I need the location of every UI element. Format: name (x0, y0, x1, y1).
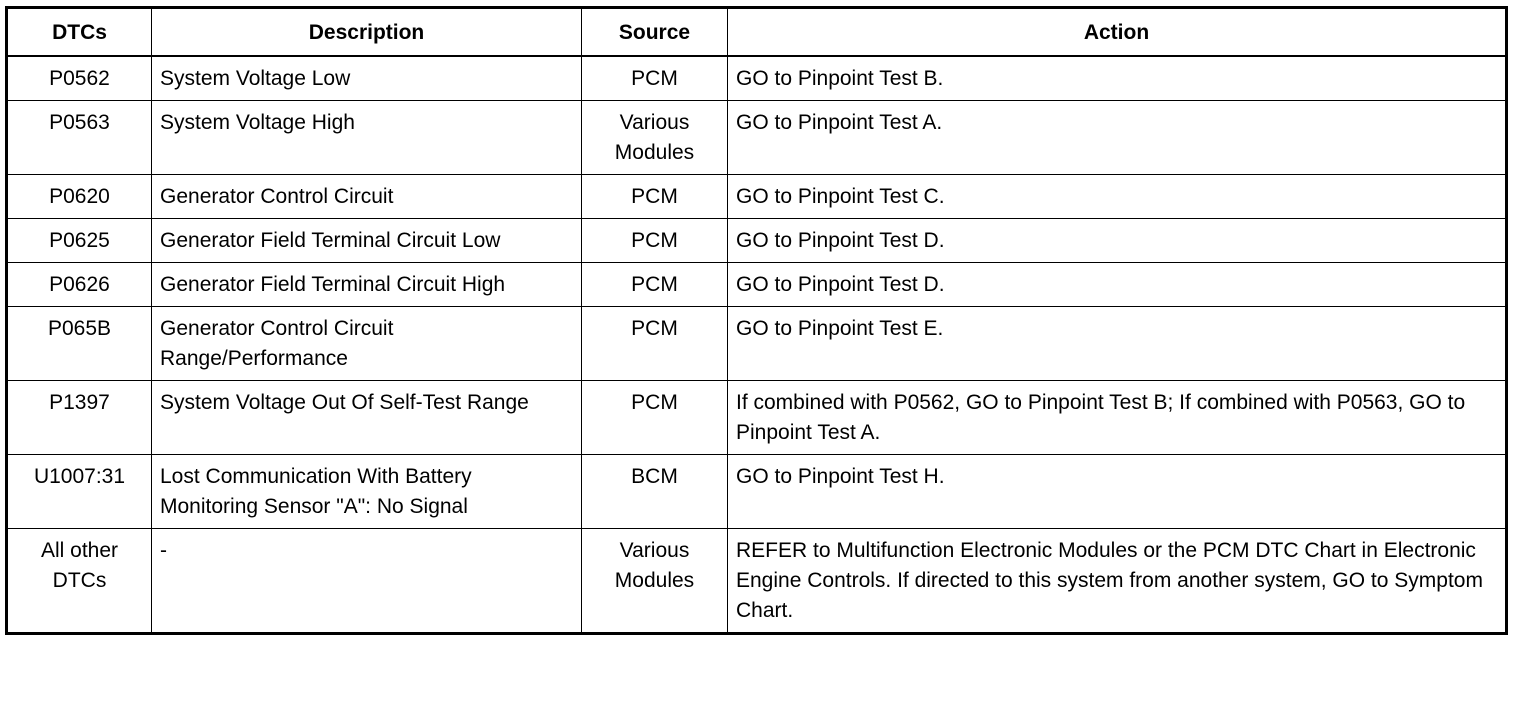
dtc-description: Generator Field Terminal Circuit High (152, 263, 582, 307)
table-row (7, 381, 1507, 455)
dtc-source: Various Modules (582, 529, 728, 634)
dtc-code: P1397 (7, 381, 152, 455)
dtc-description: System Voltage High (152, 101, 582, 175)
dtc-action: GO to Pinpoint Test B. (728, 56, 1507, 101)
dtc-code: All other DTCs (7, 529, 152, 634)
table-row (7, 101, 1507, 175)
dtc-action: GO to Pinpoint Test H. (728, 455, 1507, 529)
header-row (7, 8, 1507, 57)
dtc-code: P0625 (7, 219, 152, 263)
dtc-source: PCM (582, 175, 728, 219)
dtc-code: P065B (7, 307, 152, 381)
dtc-description: Generator Control Circuit (152, 175, 582, 219)
dtc-description: - (152, 529, 582, 634)
header-source: Source (582, 8, 728, 57)
dtc-action: If combined with P0562, GO to Pinpoint Test B; If combined with P0563, GO to Pinpoint Test A. (728, 381, 1507, 455)
table-row (7, 175, 1507, 219)
table-row (7, 307, 1507, 381)
header-action: Action (728, 8, 1507, 57)
dtc-description: Lost Communication With Battery Monitoring Sensor "A": No Signal (152, 455, 582, 529)
dtc-source: PCM (582, 219, 728, 263)
dtc-code: P0562 (7, 56, 152, 101)
dtc-source: BCM (582, 455, 728, 529)
table-row (7, 529, 1507, 634)
dtc-description: System Voltage Low (152, 56, 582, 101)
dtc-action: GO to Pinpoint Test D. (728, 263, 1507, 307)
dtc-table (5, 6, 1508, 635)
dtc-source: PCM (582, 381, 728, 455)
dtc-description: Generator Control Circuit Range/Performance (152, 307, 582, 381)
dtc-code: P0620 (7, 175, 152, 219)
dtc-code: P0563 (7, 101, 152, 175)
dtc-action: GO to Pinpoint Test C. (728, 175, 1507, 219)
dtc-source: PCM (582, 263, 728, 307)
header-dtcs: DTCs (7, 8, 152, 57)
dtc-source: PCM (582, 56, 728, 101)
table-row (7, 56, 1507, 101)
table-row (7, 219, 1507, 263)
dtc-source: PCM (582, 307, 728, 381)
dtc-description: Generator Field Terminal Circuit Low (152, 219, 582, 263)
dtc-code: P0626 (7, 263, 152, 307)
dtc-action: GO to Pinpoint Test E. (728, 307, 1507, 381)
dtc-description: System Voltage Out Of Self-Test Range (152, 381, 582, 455)
dtc-code: U1007:31 (7, 455, 152, 529)
dtc-action: REFER to Multifunction Electronic Modules or the PCM DTC Chart in Electronic Engine Controls. If directed to this system from another system, GO to Symptom Chart. (728, 529, 1507, 634)
table-row (7, 263, 1507, 307)
dtc-action: GO to Pinpoint Test A. (728, 101, 1507, 175)
dtc-action: GO to Pinpoint Test D. (728, 219, 1507, 263)
dtc-source: Various Modules (582, 101, 728, 175)
table-row (7, 455, 1507, 529)
header-description: Description (152, 8, 582, 57)
